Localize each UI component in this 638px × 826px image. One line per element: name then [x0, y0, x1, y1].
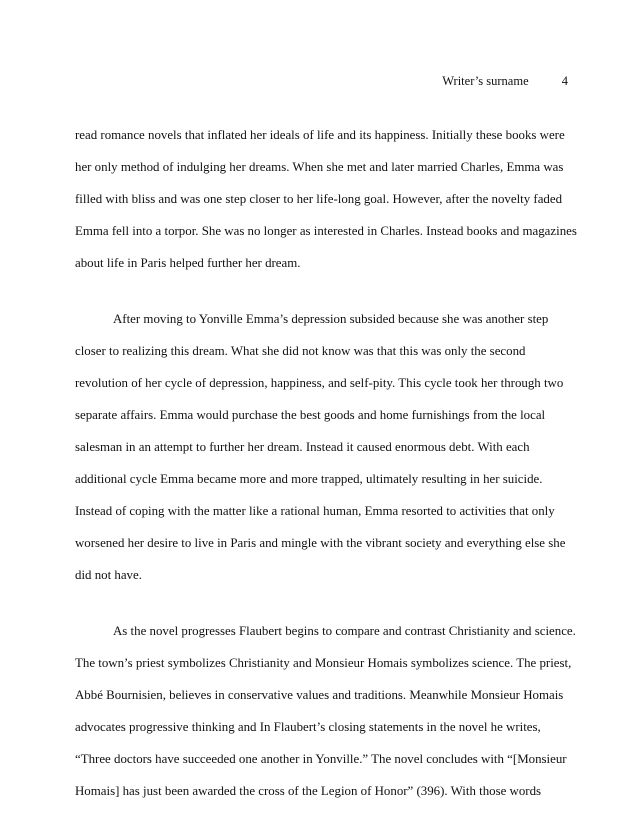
paragraph-line: closer to realizing this dream. What she did not know was that this was only the second: [75, 344, 526, 358]
paragraph-line: Instead of coping with the matter like a rational human, Emma resorted to activities that only: [75, 504, 555, 518]
paragraph-line: After moving to Yonville Emma’s depression subsided because she was another step: [113, 312, 549, 326]
paragraph-line: read romance novels that inflated her ideals of life and its happiness. Initially these books were: [75, 128, 565, 142]
header-page-number: 4: [561, 74, 568, 88]
paragraph-line: separate affairs. Emma would purchase the best goods and home furnishings from the local: [75, 408, 546, 422]
paragraph-line: filled with bliss and was one step closer to her life-long goal. However, after the novelty faded: [75, 192, 563, 206]
paragraph-line: about life in Paris helped further her dream.: [75, 256, 301, 270]
paragraph-line: “Three doctors have succeeded one another in Yonville.” The novel concludes with “[Monsieur: [75, 752, 567, 766]
paragraph-line: As the novel progresses Flaubert begins to compare and contrast Christianity and science.: [113, 624, 576, 638]
paragraph-line: Homais] has just been awarded the cross of the Legion of Honor” (396). With those words: [75, 784, 542, 798]
header-surname: Writer’s surname: [442, 74, 529, 88]
running-header: [442, 73, 568, 89]
paragraph-line: advocates progressive thinking and In Flaubert’s closing statements in the novel he writes,: [75, 720, 541, 734]
paragraph-line: worsened her desire to live in Paris and mingle with the vibrant society and everything else she: [75, 536, 566, 550]
paragraph-line: salesman in an attempt to further her dream. Instead it caused enormous debt. With each: [75, 440, 530, 454]
paragraph-line: Emma fell into a torpor. She was no longer as interested in Charles. Instead books and magazines: [75, 224, 577, 238]
paragraph-line: her only method of indulging her dreams. When she met and later married Charles, Emma was: [75, 160, 564, 174]
paragraph-line: additional cycle Emma became more and more trapped, ultimately resulting in her suicide.: [75, 472, 543, 486]
paragraph-line: Abbé Bournisien, believes in conservative values and traditions. Meanwhile Monsieur Homais: [75, 688, 564, 702]
paragraph-line: The town’s priest symbolizes Christianity and Monsieur Homais symbolizes science. The priest,: [75, 656, 572, 670]
paragraph-line: did not have.: [75, 568, 142, 582]
paragraph-line: revolution of her cycle of depression, happiness, and self-pity. This cycle took her through two: [75, 376, 564, 390]
